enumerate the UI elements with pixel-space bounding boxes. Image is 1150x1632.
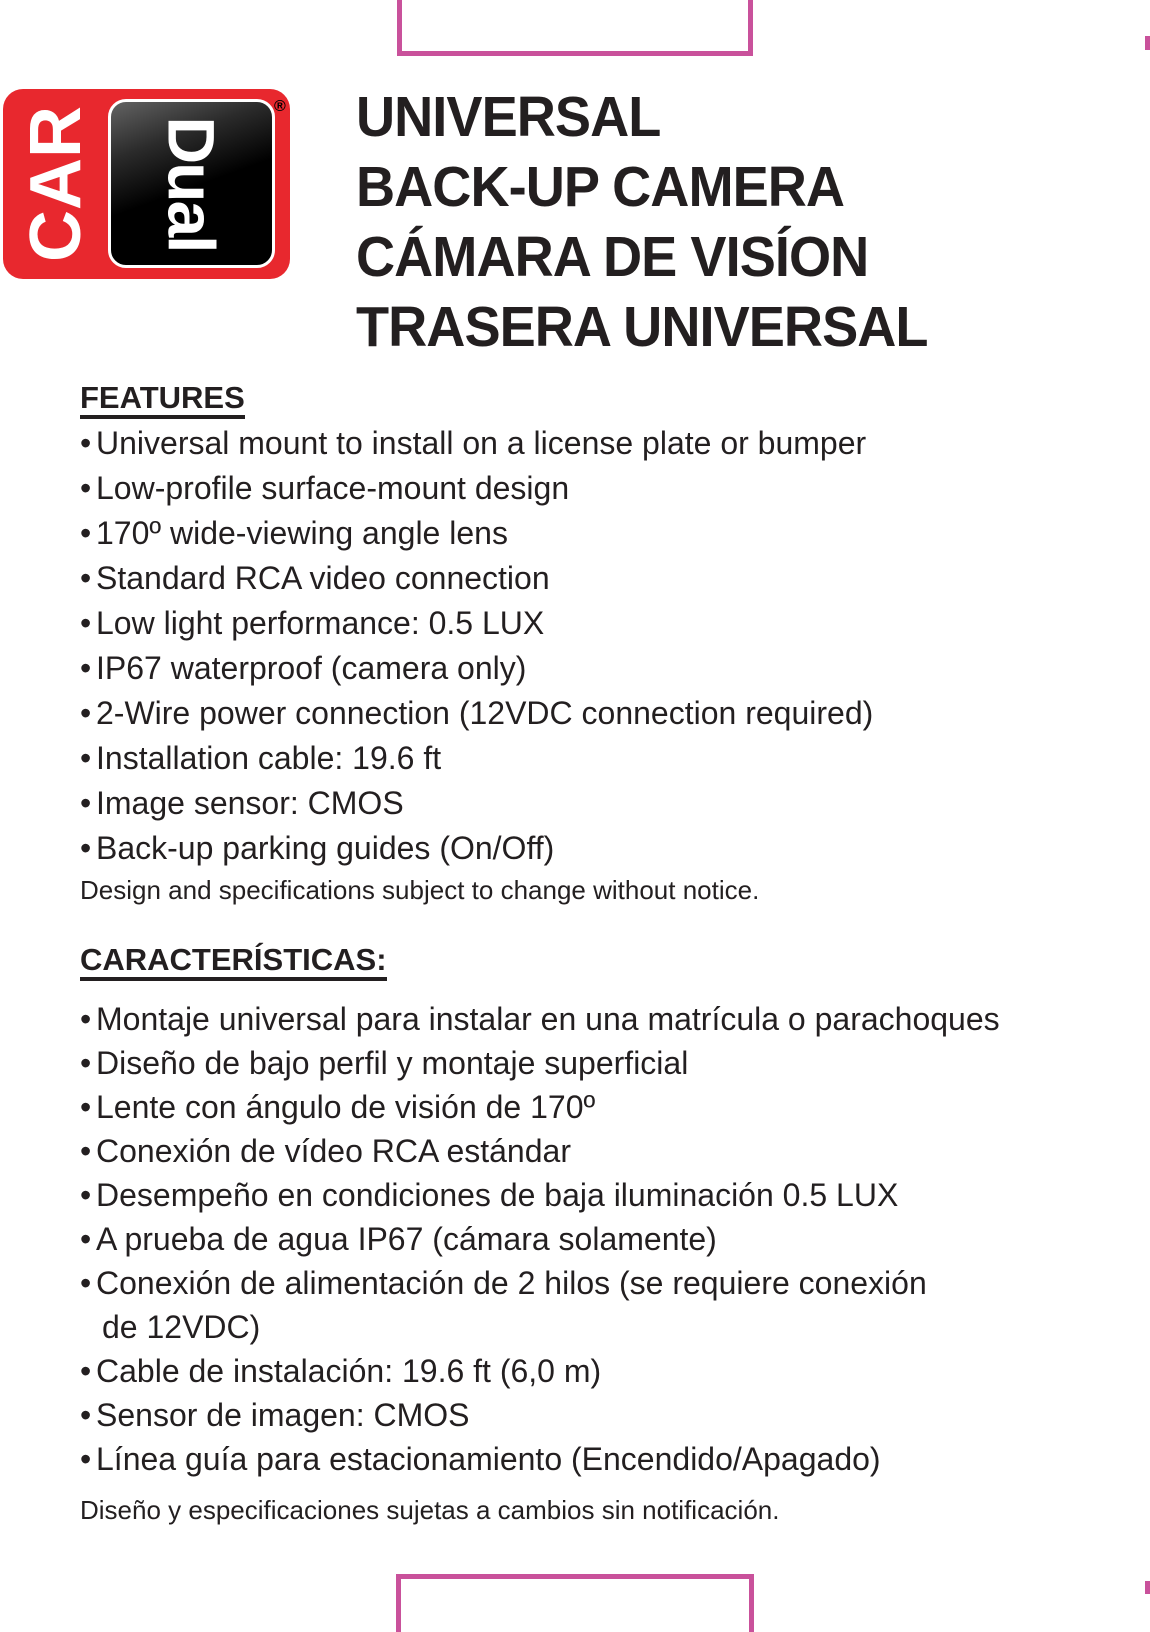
bullet-item xyxy=(80,511,873,556)
bullet-item xyxy=(80,1437,1000,1481)
bullet-text: Installation cable: 19.6 ft xyxy=(96,740,442,776)
bullet-item xyxy=(80,1173,1000,1217)
crop-mark-sliver-top-right xyxy=(1145,36,1150,50)
bullet-text: 170º wide-viewing angle lens xyxy=(96,515,508,551)
bullet-text: IP67 waterproof (camera only) xyxy=(96,650,527,686)
title-line: BACK-UP CAMERA xyxy=(356,155,845,219)
title-line: UNIVERSAL xyxy=(356,85,661,149)
bullet-item xyxy=(80,601,873,646)
bullet-dot: • xyxy=(80,1221,92,1257)
features-heading: FEATURES xyxy=(80,382,245,419)
bullet-text: Desempeño en condiciones de baja iluminación 0.5 LUX xyxy=(96,1177,899,1213)
bullet-dot: • xyxy=(80,650,92,686)
bullet-dot: • xyxy=(80,425,92,461)
caracteristicas-heading: CARACTERÍSTICAS: xyxy=(80,944,387,981)
crop-mark-rectangle-top xyxy=(397,0,753,56)
bullet-item xyxy=(80,781,873,826)
bullet-text: Montaje universal para instalar en una matrícula o parachoques xyxy=(96,1001,1000,1037)
bullet-dot: • xyxy=(80,1397,92,1433)
page-title xyxy=(356,82,928,362)
bullet-item xyxy=(80,997,1000,1041)
bullet-dot: • xyxy=(80,1133,92,1169)
crop-mark-sliver-bottom-right xyxy=(1145,1581,1150,1594)
bullet-dot: • xyxy=(80,605,92,641)
bullet-text: Sensor de imagen: CMOS xyxy=(96,1397,470,1433)
bullet-dot: • xyxy=(80,1353,92,1389)
bullet-dot: • xyxy=(80,515,92,551)
features-section xyxy=(80,382,873,906)
bullet-text: Low-profile surface-mount design xyxy=(96,470,570,506)
features-note: Design and specifications subject to change without notice. xyxy=(80,875,760,905)
bullet-dot: • xyxy=(80,1001,92,1037)
bullet-text: Conexión de alimentación de 2 hilos (se requiere conexión xyxy=(96,1265,927,1301)
bullet-dot: • xyxy=(80,1177,92,1213)
caracteristicas-list xyxy=(80,997,1000,1481)
bullet-text: Conexión de vídeo RCA estándar xyxy=(96,1133,571,1169)
features-list xyxy=(80,421,873,871)
bullet-dot: • xyxy=(80,740,92,776)
bullet-item xyxy=(80,421,873,466)
bullet-item xyxy=(80,646,873,691)
bullet-text: Low light performance: 0.5 LUX xyxy=(96,605,545,641)
dual-logo-square xyxy=(108,99,275,268)
caracteristicas-section xyxy=(80,944,1000,1526)
bullet-text: Standard RCA video connection xyxy=(96,560,550,596)
bullet-item xyxy=(80,466,873,511)
title-line: CÁMARA DE VISÍON xyxy=(356,225,869,289)
bullet-dot: • xyxy=(80,830,92,866)
bullet-text: Back-up parking guides (On/Off) xyxy=(96,830,555,866)
bullet-text: Universal mount to install on a license plate or bumper xyxy=(96,425,867,461)
bullet-item xyxy=(80,556,873,601)
bullet-item xyxy=(80,1393,1000,1437)
bullet-item xyxy=(80,1349,1000,1393)
bullet-dot: • xyxy=(80,470,92,506)
bullet-item xyxy=(80,1217,1000,1261)
bullet-item xyxy=(80,1261,1000,1349)
bullet-text: Línea guía para estacionamiento (Encendido/Apagado) xyxy=(96,1441,881,1477)
bullet-text: Cable de instalación: 19.6 ft (6,0 m) xyxy=(96,1353,602,1389)
bullet-text: A prueba de agua IP67 (cámara solamente) xyxy=(96,1221,717,1257)
bullet-dot: • xyxy=(80,1089,92,1125)
bullet-dot: • xyxy=(80,1045,92,1081)
dual-brand-label: Dual xyxy=(154,115,229,252)
caracteristicas-note: Diseño y especificaciones sujetas a cambios sin notificación. xyxy=(80,1495,780,1525)
dual-car-logo xyxy=(3,89,290,279)
bullet-text-continuation: de 12VDC) xyxy=(102,1309,261,1345)
bullet-item xyxy=(80,1129,1000,1173)
bullet-item xyxy=(80,691,873,736)
bullet-item xyxy=(80,1041,1000,1085)
bullet-text: Image sensor: CMOS xyxy=(96,785,404,821)
car-label-wrap xyxy=(5,89,107,279)
bullet-dot: • xyxy=(80,1441,92,1477)
bullet-dot: • xyxy=(80,560,92,596)
bullet-item xyxy=(80,1085,1000,1129)
bullet-item xyxy=(80,826,873,871)
bullet-text: Lente con ángulo de visión de 170º xyxy=(96,1089,596,1125)
car-label: CAR xyxy=(16,106,96,262)
registered-trademark-icon: ® xyxy=(274,98,286,115)
bullet-dot: • xyxy=(80,785,92,821)
bullet-dot: • xyxy=(80,1265,92,1301)
title-line: TRASERA UNIVERSAL xyxy=(356,295,928,359)
crop-mark-rectangle-bottom xyxy=(396,1574,754,1632)
bullet-item xyxy=(80,736,873,781)
bullet-dot: • xyxy=(80,695,92,731)
bullet-text: Diseño de bajo perfil y montaje superficial xyxy=(96,1045,689,1081)
bullet-text: 2-Wire power connection (12VDC connection required) xyxy=(96,695,874,731)
